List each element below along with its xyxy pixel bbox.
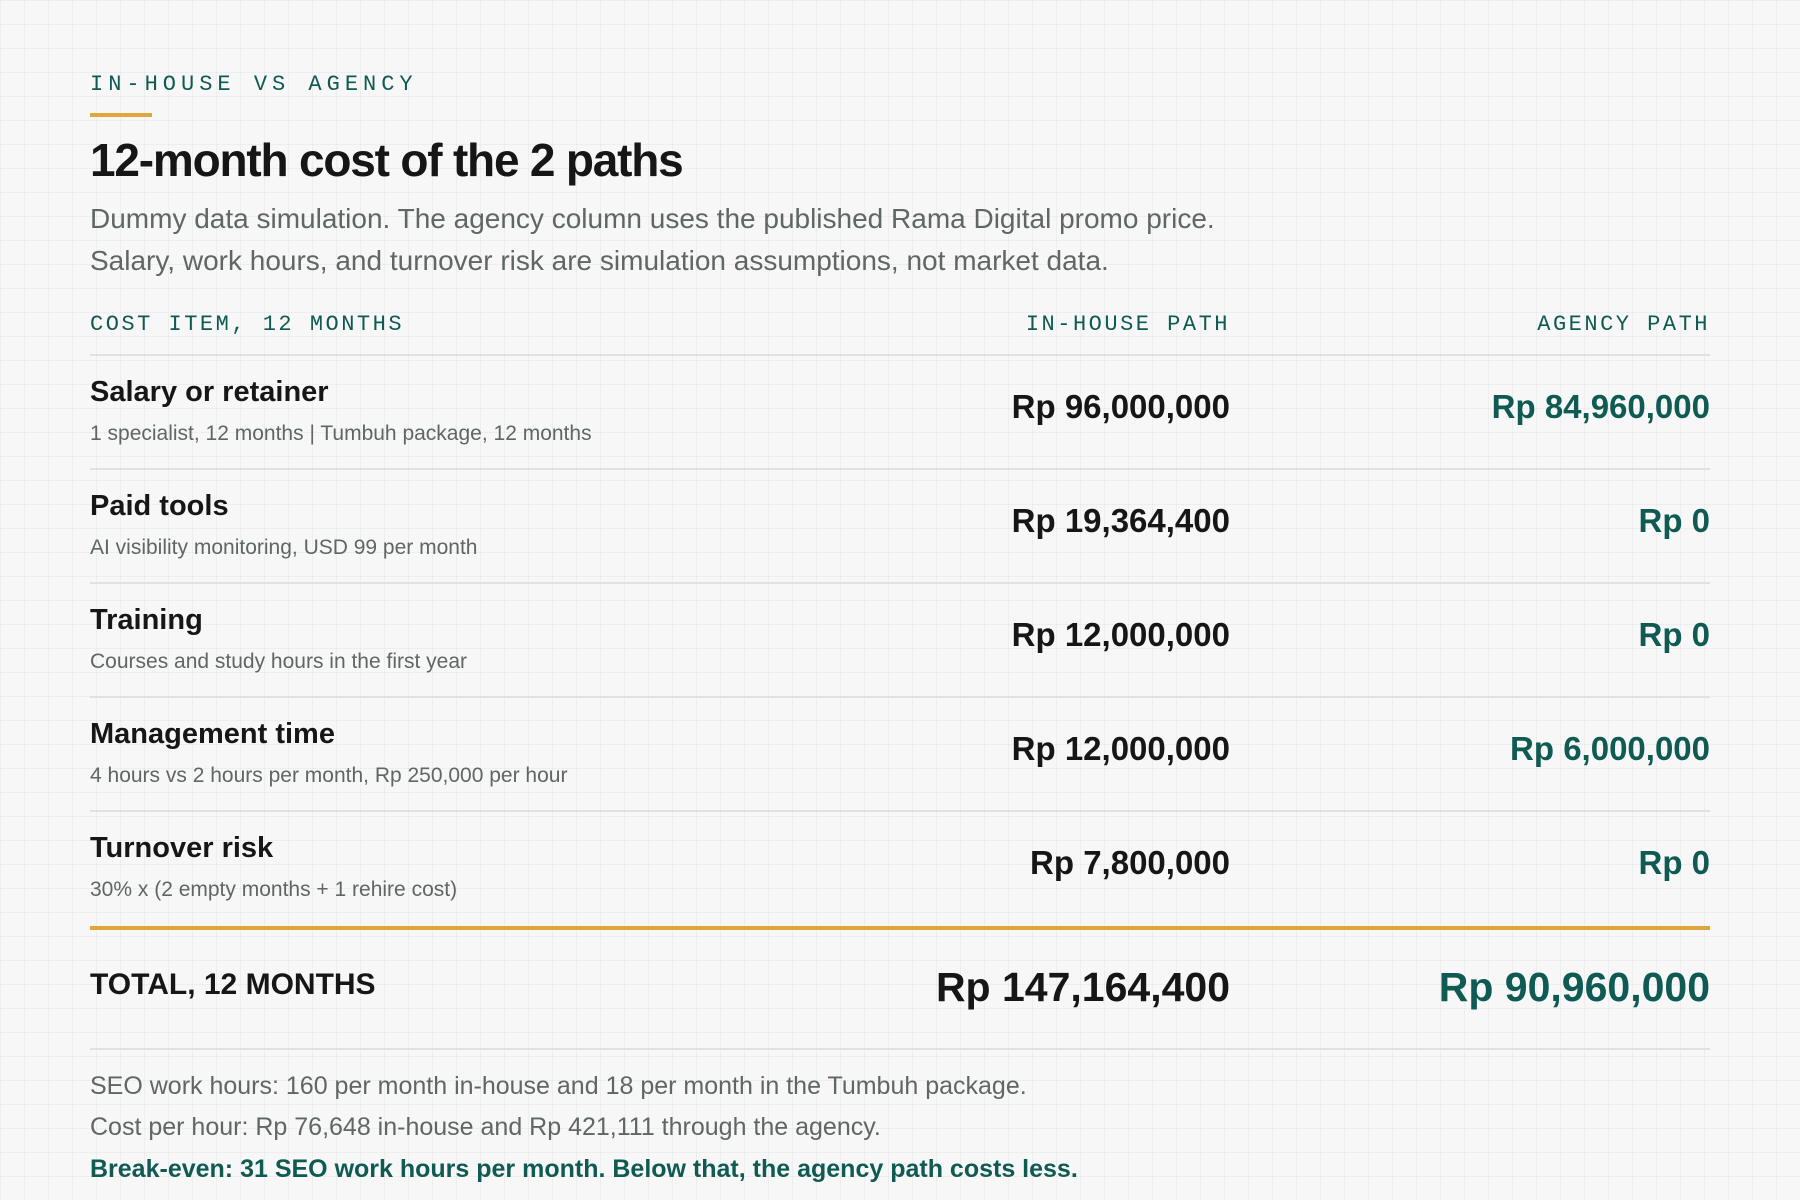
cost-item-name: Paid tools — [90, 490, 229, 522]
table-row — [90, 470, 1710, 584]
in-house-value: Rp 12,000,000 — [1011, 616, 1230, 653]
agency-value: Rp 6,000,000 — [1510, 730, 1710, 767]
table-row — [90, 812, 1710, 924]
agency-value: Rp 84,960,000 — [1491, 388, 1710, 425]
cost-item-name: Training — [90, 604, 203, 636]
cost-item-name: Turnover risk — [90, 832, 274, 864]
cost-item-name: Management time — [90, 718, 335, 750]
agency-value: Rp 0 — [1638, 844, 1710, 881]
cost-item-note: AI visibility monitoring, USD 99 per month — [90, 536, 478, 559]
table-header — [90, 310, 1710, 356]
cost-item-note: 4 hours vs 2 hours per month, Rp 250,000 per hour — [90, 764, 568, 787]
subtitle-line: Dummy data simulation. The agency column uses the published Rama Digital promo price. — [90, 203, 1215, 234]
cost-item-note: 1 specialist, 12 months | Tumbuh package, 12 months — [90, 422, 592, 445]
column-header-cost-item: COST ITEM, 12 MONTHS — [90, 312, 405, 337]
total-label: TOTAL, 12 MONTHS — [90, 968, 376, 1001]
in-house-value: Rp 12,000,000 — [1011, 730, 1230, 767]
table-row — [90, 356, 1710, 470]
agency-value: Rp 0 — [1638, 616, 1710, 653]
in-house-value: Rp 7,800,000 — [1030, 844, 1230, 881]
table-row — [90, 698, 1710, 812]
page-title: 12-month cost of the 2 paths — [90, 134, 683, 186]
table-row — [90, 584, 1710, 698]
cost-item-note: Courses and study hours in the first year — [90, 650, 468, 673]
in-house-value: Rp 96,000,000 — [1011, 388, 1230, 425]
cost-item-name: Salary or retainer — [90, 376, 329, 408]
subtitle-line: Salary, work hours, and turnover risk are simulation assumptions, not market data. — [90, 245, 1109, 276]
footnote-line: SEO work hours: 160 per month in-house and 18 per month in the Tumbuh package. — [90, 1072, 1027, 1100]
column-header-agency: AGENCY PATH — [1537, 312, 1710, 337]
total-agency-value: Rp 90,960,000 — [1438, 964, 1710, 1010]
agency-value: Rp 0 — [1638, 502, 1710, 539]
footnote-line: Cost per hour: Rp 76,648 in-house and Rp 421,111 through the agency. — [90, 1113, 881, 1141]
cost-item-note: 30% x (2 empty months + 1 rehire cost) — [90, 878, 458, 901]
eyebrow-label: IN-HOUSE VS AGENCY — [90, 72, 418, 97]
in-house-value: Rp 19,364,400 — [1011, 502, 1230, 539]
cost-comparison-page — [90, 0, 1710, 1200]
break-even-conclusion: Break-even: 31 SEO work hours per month. Below that, the agency path costs less. — [90, 1155, 1078, 1183]
eyebrow-underline — [90, 113, 152, 117]
page-subtitle — [90, 198, 1215, 282]
footnotes — [90, 1066, 1078, 1190]
total-in-house-value: Rp 147,164,400 — [935, 964, 1230, 1010]
column-header-in-house: IN-HOUSE PATH — [1025, 312, 1230, 337]
total-row — [90, 930, 1710, 1050]
